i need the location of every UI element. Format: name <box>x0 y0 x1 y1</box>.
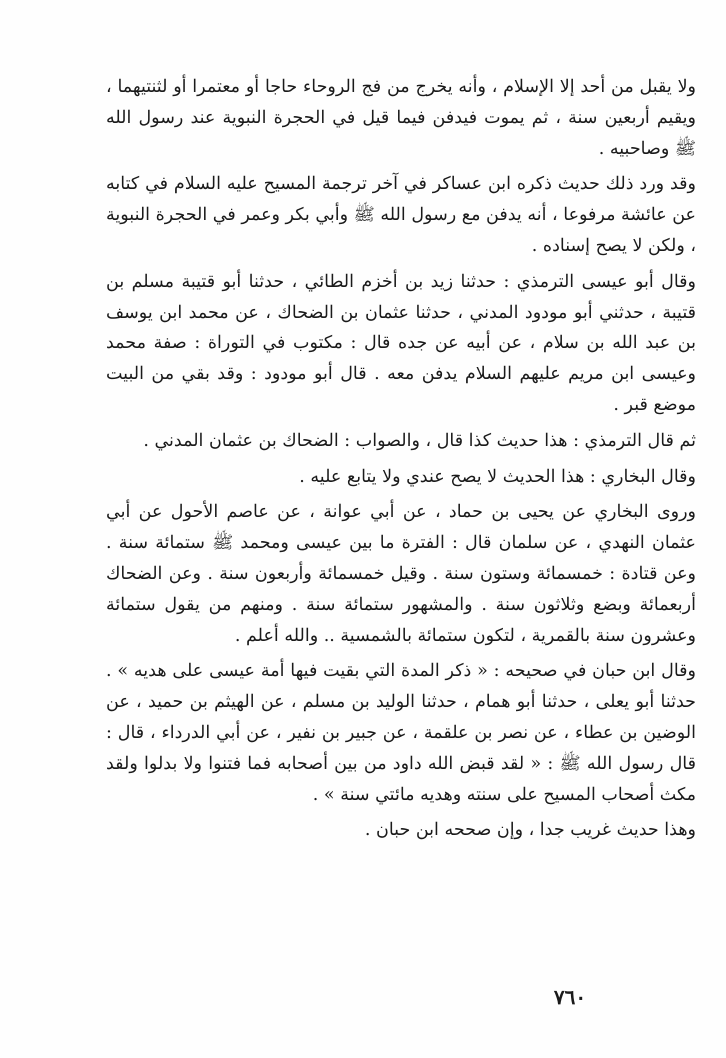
page-body-text <box>106 72 696 846</box>
paragraph-1: ولا يقبل من أحد إلا الإسلام ، وأنه يخرج من فج الروحاء حاجا أو معتمرا أو لثنتيهما ، ويقيم أربعين سنة ، ثم يموت فيدفن فيما قيل في الحجرة النبوية عند رسول الله ﷺ وصاحبيه . <box>106 77 696 159</box>
paragraph-7: وقال ابن حبان في صحيحه : « ذكر المدة التي بقيت فيها أمة عيسى على هديه » . حدثنا أبو يعلى ، حدثنا أبو همام ، حدثنا الوليد بن مسلم ، عن الهيثم بن حميد ، عن الوضين بن عطاء ، عن نصر بن علقمة ، عن جبير بن نفير ، عن أبي الدرداء ، قال : قال رسول الله ﷺ : « لقد قبض الله داود من بين أصحابه فما فتنوا ولا بدلوا ولقد مكث أصحاب المسيح على سنته وهديه مائتي سنة » . <box>106 661 696 805</box>
paragraph-6: وروى البخاري عن يحيى بن حماد ، عن أبي عوانة ، عن عاصم الأحول عن أبي عثمان النهدي ، عن سلمان قال : الفترة ما بين عيسى ومحمد ﷺ ستمائة سنة . وعن قتادة : خمسمائة وستون سنة . وقيل خمسمائة وأربعون سنة . وعن الضحاك أربعمائة وبضع وثلاثون سنة . والمشهور ستمائة سنة . ومنهم من يقول ستمائة وعشرون سنة بالقمرية ، لتكون ستمائة بالشمسية .. والله أعلم . <box>106 502 696 646</box>
paragraph-5: وقال البخاري : هذا الحديث لا يصح عندي ولا يتابع عليه . <box>299 466 696 487</box>
paragraph-2: وقد ورد ذلك حديث ذكره ابن عساكر في آخر ترجمة المسيح عليه السلام في كتابه عن عائشة مرفوعا ، أنه يدفن مع رسول الله ﷺ وأبي بكر وعمر في الحجرة النبوية ، ولكن لا يصح إسناده . <box>106 174 696 256</box>
paragraph-3: وقال أبو عيسى الترمذي : حدثنا زيد بن أخزم الطائي ، حدثنا أبو قتيبة مسلم بن قتيبة ، حدثني أبو مودود المدني ، حدثنا عثمان بن الضحاك ، عن محمد ابن يوسف بن عبد الله بن سلام ، عن أبيه عن جده قال : مكتوب في التوراة : صفة محمد وعيسى ابن مريم عليهم السلام يدفن معه . قال أبو مودود : وقد بقي من البيت موضع قبر . <box>106 271 696 415</box>
paragraph-4: ثم قال الترمذي : هذا حديث كذا قال ، والصواب : الضحاك بن عثمان المدني . <box>143 430 696 451</box>
page-number: ٧٦٠ <box>553 985 587 1009</box>
paragraph-8: وهذا حديث غريب جدا ، وإن صححه ابن حبان . <box>364 820 696 841</box>
